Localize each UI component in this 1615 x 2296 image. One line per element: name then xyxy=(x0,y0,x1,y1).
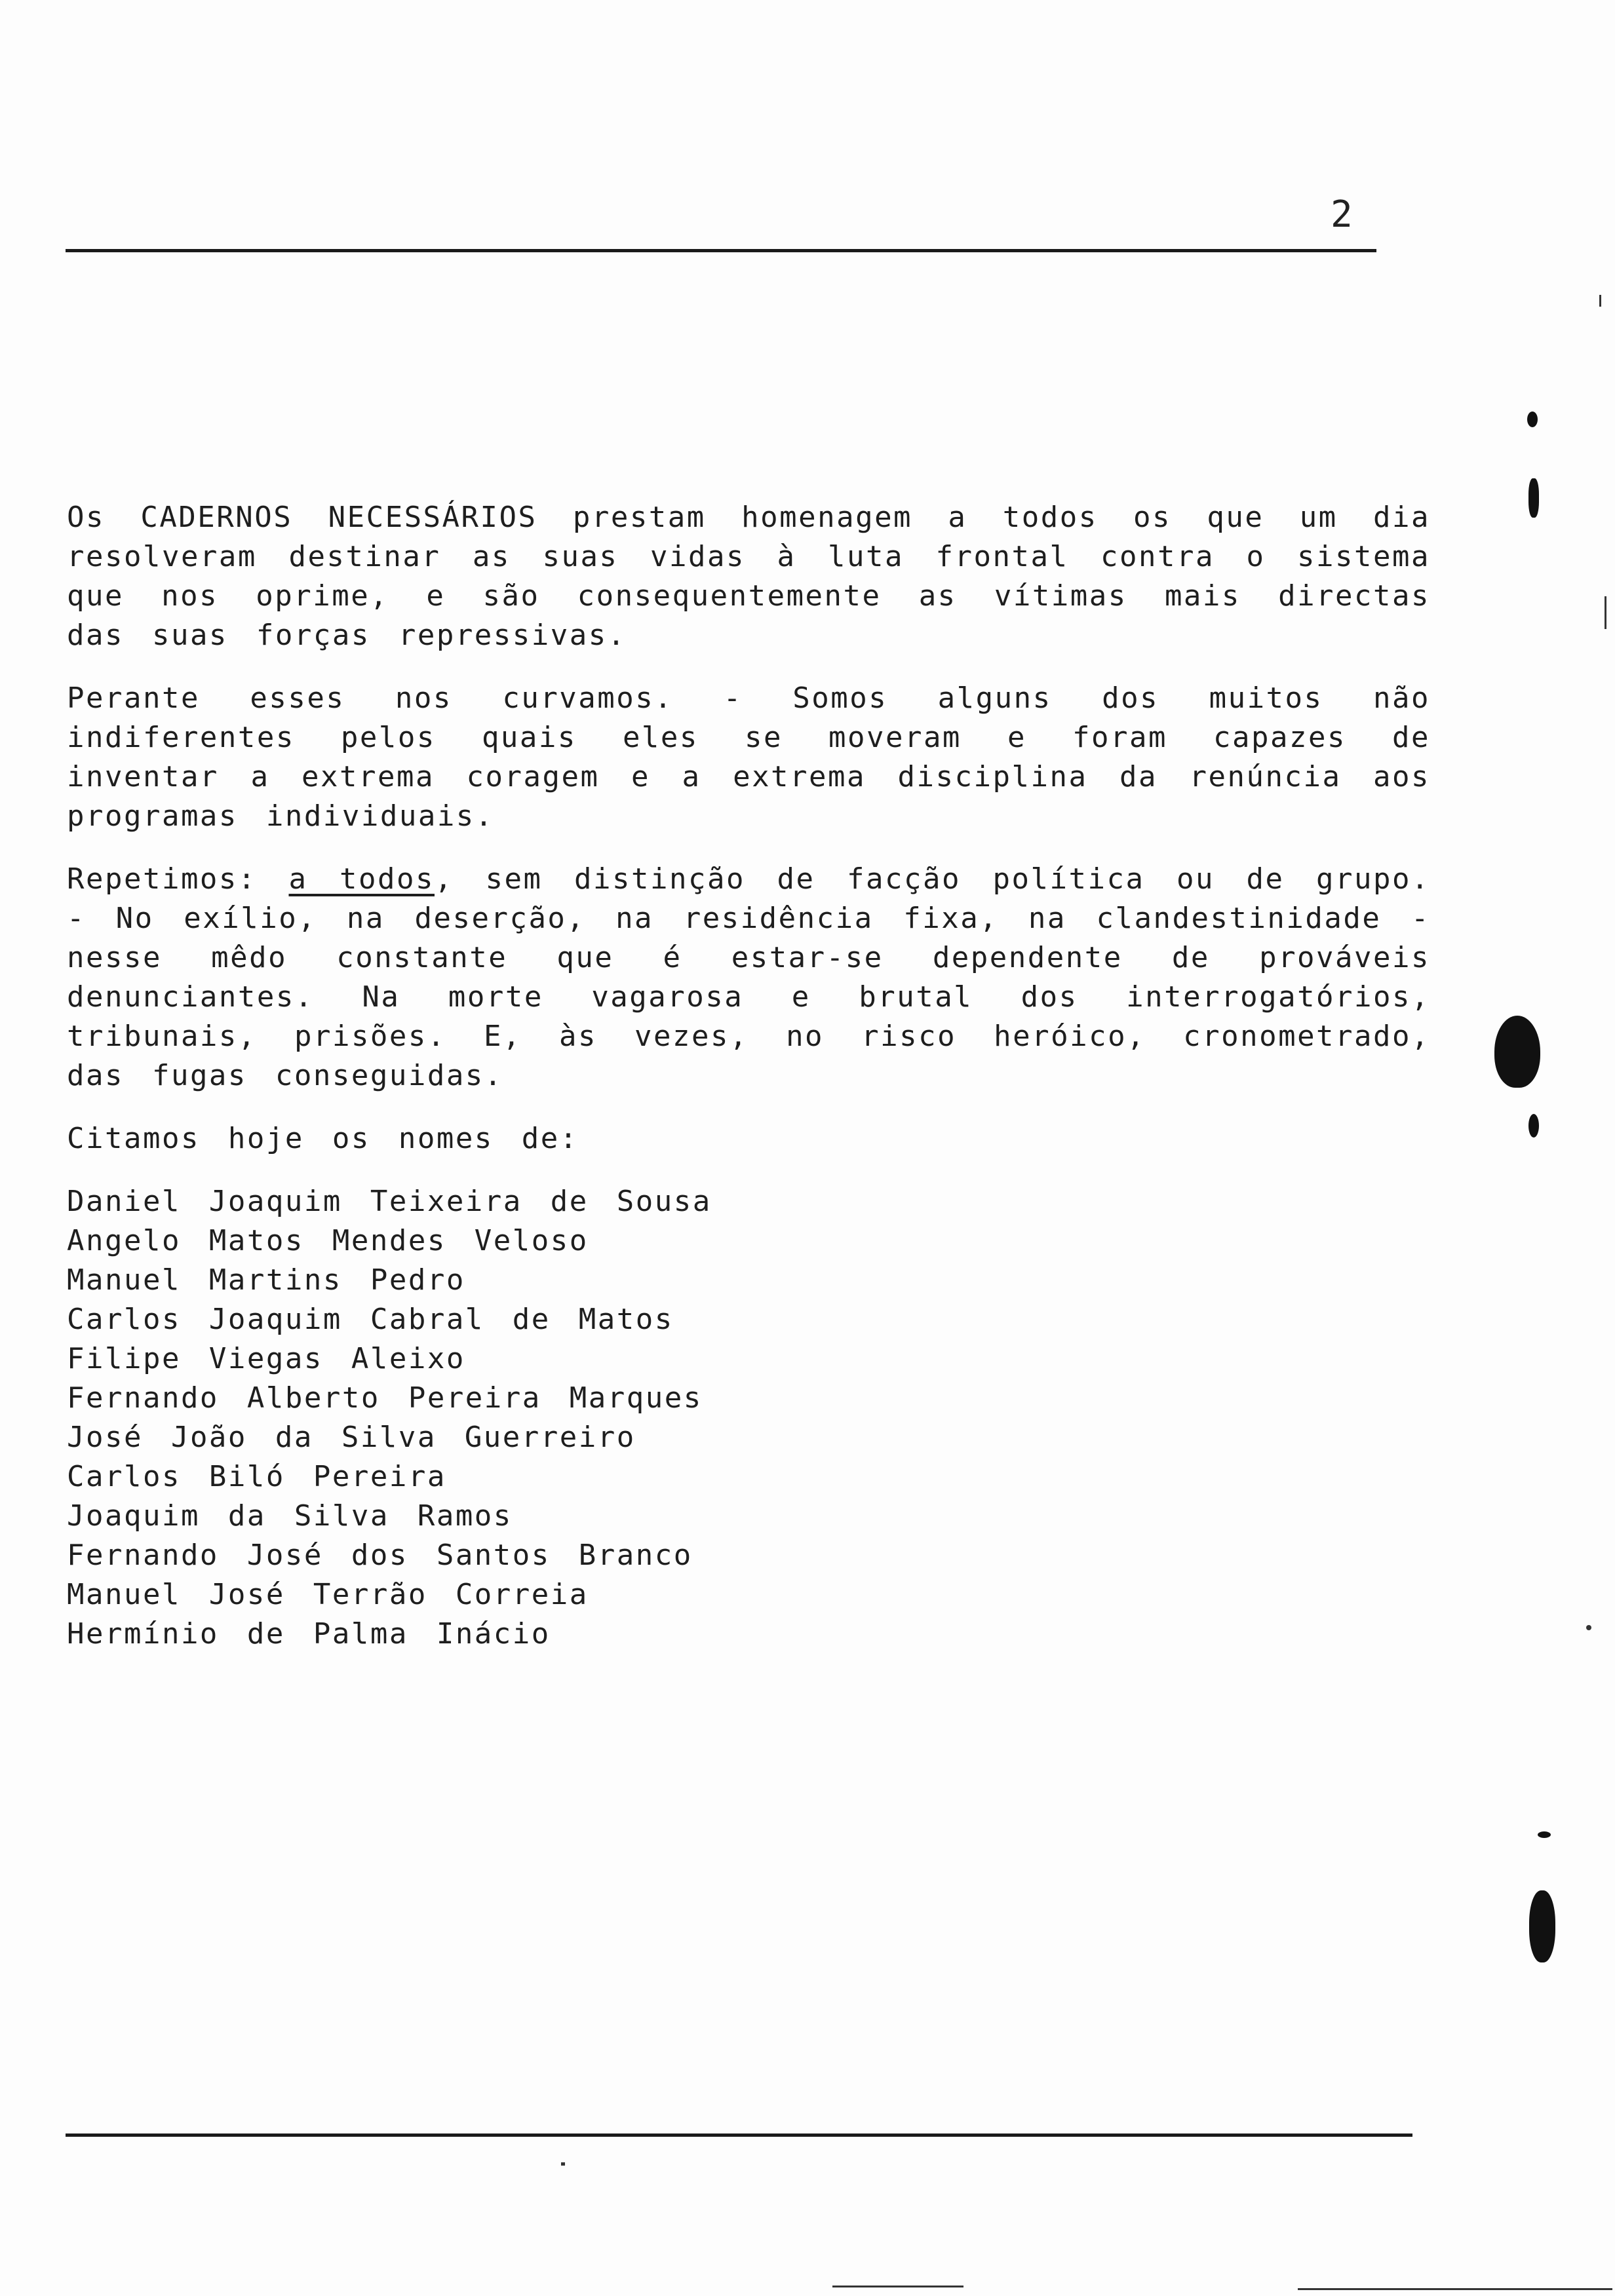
header-rule xyxy=(66,249,1376,252)
list-item: Carlos Biló Pereira xyxy=(67,1460,446,1493)
scan-mark xyxy=(1528,478,1539,518)
list-item: Joaquim da Silva Ramos xyxy=(67,1499,513,1533)
underlined-phrase: a todos xyxy=(288,862,435,896)
scan-mark xyxy=(1529,1890,1555,1962)
list-item: Fernando Alberto Pereira Marques xyxy=(67,1381,703,1415)
paragraph-bow: Perante esses nos curvamos. - Somos alguns dos muitos não indiferentes pelos quais eles se moveram e foram capazes de inventar a extrema coragem e a extrema disciplina da renúncia aos programas individuais. xyxy=(67,681,1430,833)
scan-mark xyxy=(1599,295,1601,307)
paragraph-repeat-start: Repetimos: xyxy=(67,862,289,896)
scan-mark xyxy=(1298,2288,1612,2290)
paragraph-names-intro: Citamos hoje os nomes de: xyxy=(67,1122,579,1155)
list-item: Carlos Joaquim Cabral de Matos xyxy=(67,1303,674,1336)
list-item: Manuel Martins Pedro xyxy=(67,1263,465,1297)
list-item: Angelo Matos Mendes Veloso xyxy=(67,1224,589,1257)
scan-mark xyxy=(1605,596,1606,629)
page-number: 2 xyxy=(1331,193,1353,236)
names-list xyxy=(67,1182,1430,1654)
scan-mark xyxy=(561,2162,565,2166)
document-body xyxy=(67,498,1430,1654)
list-item: José João da Silva Guerreiro xyxy=(67,1421,636,1454)
paragraph-repeat xyxy=(67,860,1430,1096)
paragraph-tribute: Os CADERNOS NECESSÁRIOS prestam homenagem a todos os que um dia resolveram destinar as suas vidas à luta frontal contra o sistema que nos oprime, e são consequentemente as vítimas mais directas das suas forças repressivas. xyxy=(67,501,1430,652)
scan-mark xyxy=(832,2286,963,2287)
list-item: Filipe Viegas Aleixo xyxy=(67,1342,465,1375)
list-item: Manuel José Terrão Correia xyxy=(67,1578,589,1611)
scan-mark xyxy=(1528,1114,1539,1138)
list-item: Daniel Joaquim Teixeira de Sousa xyxy=(67,1185,712,1218)
scan-mark xyxy=(1527,411,1538,427)
scan-mark xyxy=(1538,1831,1551,1838)
paragraph-repeat-rest: , sem distinção de facção política ou de grupo. - No exílio, na deserção, na residência fixa, na clandestinidade - nesse mêdo constante que é estar-se dependente de prováveis denunciantes. Na morte vagarosa e brutal dos interrogatórios, tribunais, prisões. E, às vezes, no risco heróico, cronometrado, das fugas conseguidas. xyxy=(67,862,1430,1092)
list-item: Hermínio de Palma Inácio xyxy=(67,1617,551,1651)
footer-rule xyxy=(66,2133,1412,2137)
scan-mark xyxy=(1494,1016,1540,1088)
list-item: Fernando José dos Santos Branco xyxy=(67,1539,693,1572)
scan-mark xyxy=(1586,1625,1591,1630)
